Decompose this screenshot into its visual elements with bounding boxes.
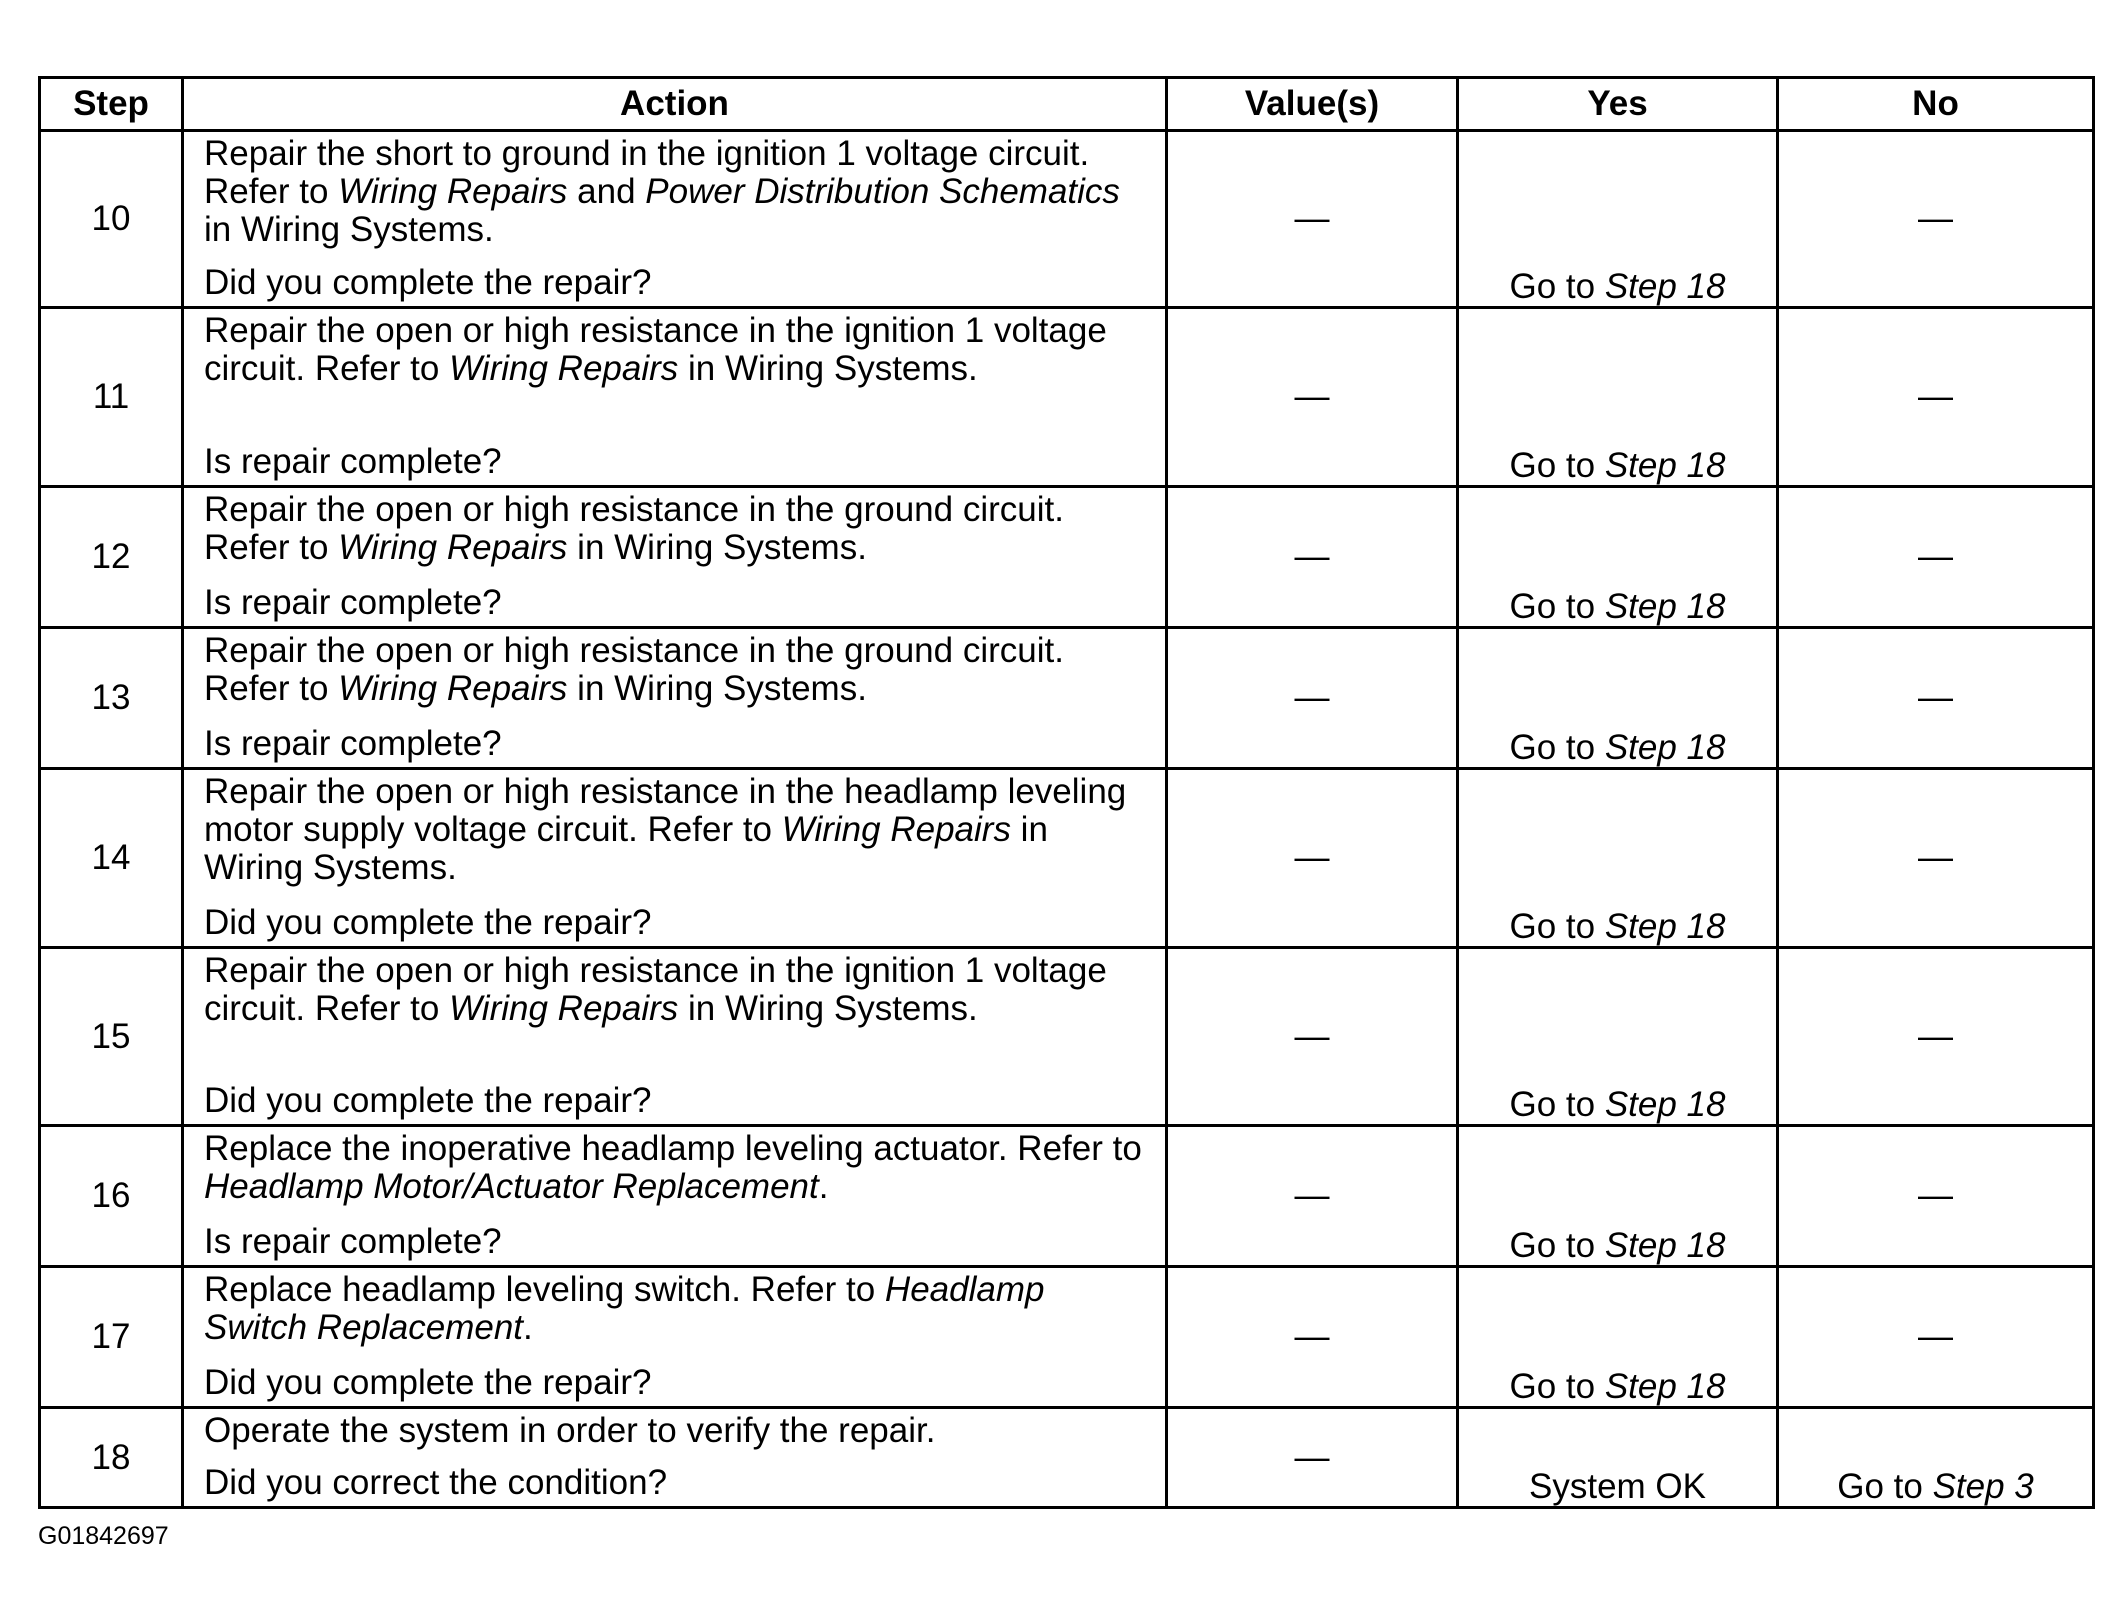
action-instruction: Replace the inoperative headlamp leveling actuator. Refer to Headlamp Motor/Actuator Replacement. — [204, 1129, 1142, 1206]
action-question: Did you correct the condition? — [204, 1463, 668, 1502]
values-cell: — — [1167, 628, 1458, 769]
action-question: Is repair complete? — [204, 1222, 502, 1261]
yes-cell: Go to Step 18 — [1458, 948, 1778, 1126]
table-row — [40, 1267, 2094, 1408]
action-question: Is repair complete? — [204, 583, 502, 622]
action-instruction: Repair the open or high resistance in the ground circuit. Refer to Wiring Repairs in Wiring Systems. — [204, 631, 1064, 708]
header-values: Value(s) — [1167, 78, 1458, 131]
values-cell: — — [1167, 1408, 1458, 1508]
step-number: 14 — [40, 769, 183, 948]
step-number: 15 — [40, 948, 183, 1126]
values-cell: — — [1167, 487, 1458, 628]
values-cell: — — [1167, 131, 1458, 308]
action-question: Did you complete the repair? — [204, 263, 652, 302]
header-action: Action — [183, 78, 1167, 131]
action-instruction: Replace headlamp leveling switch. Refer to Headlamp Switch Replacement. — [204, 1270, 1045, 1347]
action-question: Is repair complete? — [204, 442, 502, 481]
yes-cell: Go to Step 18 — [1458, 628, 1778, 769]
yes-cell: Go to Step 18 — [1458, 1267, 1778, 1408]
table-row — [40, 628, 2094, 769]
figure-id: G01842697 — [38, 1522, 169, 1550]
action-cell — [183, 487, 1167, 628]
table-row — [40, 308, 2094, 487]
values-cell: — — [1167, 948, 1458, 1126]
yes-cell: Go to Step 18 — [1458, 769, 1778, 948]
diagnostic-table — [38, 76, 2095, 1509]
step-number: 18 — [40, 1408, 183, 1508]
values-cell: — — [1167, 1267, 1458, 1408]
table-row — [40, 131, 2094, 308]
action-cell — [183, 769, 1167, 948]
action-question: Did you complete the repair? — [204, 1363, 652, 1402]
yes-cell: System OK — [1458, 1408, 1778, 1508]
action-cell — [183, 628, 1167, 769]
action-cell — [183, 948, 1167, 1126]
step-number: 16 — [40, 1126, 183, 1267]
table-row — [40, 487, 2094, 628]
no-cell: — — [1778, 131, 2094, 308]
yes-cell: Go to Step 18 — [1458, 308, 1778, 487]
no-cell: Go to Step 3 — [1778, 1408, 2094, 1508]
step-number: 17 — [40, 1267, 183, 1408]
action-instruction: Repair the open or high resistance in the ignition 1 voltage circuit. Refer to Wiring Repairs in Wiring Systems. — [204, 951, 1107, 1028]
no-cell: — — [1778, 487, 2094, 628]
table-row — [40, 1408, 2094, 1508]
header-row — [40, 78, 2094, 131]
no-cell: — — [1778, 1267, 2094, 1408]
yes-cell: Go to Step 18 — [1458, 487, 1778, 628]
action-cell — [183, 1267, 1167, 1408]
table-body — [40, 131, 2094, 1508]
table-row — [40, 769, 2094, 948]
no-cell: — — [1778, 948, 2094, 1126]
yes-cell: Go to Step 18 — [1458, 1126, 1778, 1267]
table-row — [40, 948, 2094, 1126]
values-cell: — — [1167, 308, 1458, 487]
action-instruction: Repair the open or high resistance in the ignition 1 voltage circuit. Refer to Wiring Repairs in Wiring Systems. — [204, 311, 1107, 388]
no-cell: — — [1778, 1126, 2094, 1267]
table-row — [40, 1126, 2094, 1267]
no-cell: — — [1778, 628, 2094, 769]
step-number: 13 — [40, 628, 183, 769]
action-cell — [183, 131, 1167, 308]
step-number: 10 — [40, 131, 183, 308]
action-instruction: Operate the system in order to verify the repair. — [204, 1411, 936, 1450]
action-instruction: Repair the short to ground in the ignition 1 voltage circuit. Refer to Wiring Repairs and Power Distribution Schematics in Wiring Systems. — [204, 134, 1120, 249]
header-step: Step — [40, 78, 183, 131]
no-cell: — — [1778, 769, 2094, 948]
step-number: 11 — [40, 308, 183, 487]
values-cell: — — [1167, 1126, 1458, 1267]
action-instruction: Repair the open or high resistance in the headlamp leveling motor supply voltage circuit. Refer to Wiring Repairs in Wiring Systems. — [204, 772, 1127, 887]
action-cell — [183, 1408, 1167, 1508]
action-cell — [183, 308, 1167, 487]
step-number: 12 — [40, 487, 183, 628]
action-cell — [183, 1126, 1167, 1267]
values-cell: — — [1167, 769, 1458, 948]
action-instruction: Repair the open or high resistance in the ground circuit. Refer to Wiring Repairs in Wiring Systems. — [204, 490, 1064, 567]
action-question: Did you complete the repair? — [204, 1081, 652, 1120]
header-no: No — [1778, 78, 2094, 131]
action-question: Is repair complete? — [204, 724, 502, 763]
yes-cell: Go to Step 18 — [1458, 131, 1778, 308]
header-yes: Yes — [1458, 78, 1778, 131]
action-question: Did you complete the repair? — [204, 903, 652, 942]
no-cell: — — [1778, 308, 2094, 487]
